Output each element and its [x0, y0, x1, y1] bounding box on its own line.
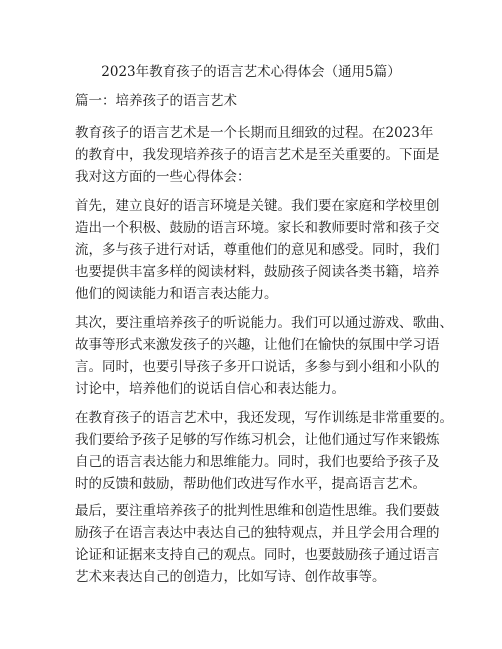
- paragraph-line: 自己的语言表达能力和思维能力。同时，我们也要给予孩子及: [75, 454, 440, 470]
- paragraph-line: 我们要给予孩子足够的写作练习机会，让他们通过写作来锻炼: [75, 432, 440, 448]
- paragraph-third: [75, 407, 453, 495]
- paragraph-line: 言。同时，也要引导孩子多开口说话，多参与到小组和小队的: [75, 359, 440, 375]
- paragraph-line: 论证和证据来支持自己的观点。同时，也要鼓励孩子通过语言: [75, 547, 440, 563]
- paragraph-line: 时的反馈和鼓励，帮助他们改进写作水平，提高语言艺术。: [75, 476, 426, 492]
- paragraph-line: 也要提供丰富多样的阅读材料，鼓励孩子阅读各类书籍，培养: [75, 264, 440, 280]
- paragraph-line: 故事等形式来激发孩子的兴趣，让他们在愉快的氛围中学习语: [75, 337, 440, 353]
- paragraph-line: 他们的阅读能力和语言表达能力。: [75, 286, 278, 302]
- paragraph-line: 流，多与孩子进行对话，尊重他们的意见和感受。同时，我们: [75, 242, 440, 258]
- paragraph-line: 教育孩子的语言艺术是一个长期而且细致的过程。在2023年: [75, 125, 434, 141]
- paragraph-line: 其次，要注重培养孩子的听说能力。我们可以通过游戏、歌曲、: [75, 315, 453, 331]
- paragraph-line: 的教育中，我发现培养孩子的语言艺术是至关重要的。下面是: [75, 147, 440, 163]
- paragraph-line: 最后，要注重培养孩子的批判性思维和创造性思维。我们要鼓: [75, 503, 440, 519]
- paragraph-line: 我对这方面的一些心得体会：: [75, 169, 251, 185]
- paragraph-line: 首先，建立良好的语言环境是关键。我们要在家庭和学校里创: [75, 198, 440, 214]
- paragraph-fourth: [75, 500, 440, 588]
- paragraph-line: 励孩子在语言表达中表达自己的独特观点，并且学会用合理的: [75, 525, 440, 541]
- paragraph-first: [75, 195, 440, 305]
- section-title: 篇一：培养孩子的语言艺术: [75, 93, 237, 109]
- paragraph-line: 艺术来表达自己的创造力，比如写诗、创作故事等。: [75, 569, 386, 585]
- document-title: 2023年教育孩子的语言艺术心得体会（通用5篇）: [101, 64, 401, 80]
- paragraph-line: 在教育孩子的语言艺术中，我还发现，写作训练是非常重要的。: [75, 410, 453, 426]
- paragraph-second: [75, 312, 453, 400]
- paragraph-line: 讨论中，培养他们的说话自信心和表达能力。: [75, 381, 345, 397]
- paragraph-intro: [75, 122, 440, 188]
- paragraph-line: 造出一个积极、鼓励的语言环境。家长和教师要时常和孩子交: [75, 220, 440, 236]
